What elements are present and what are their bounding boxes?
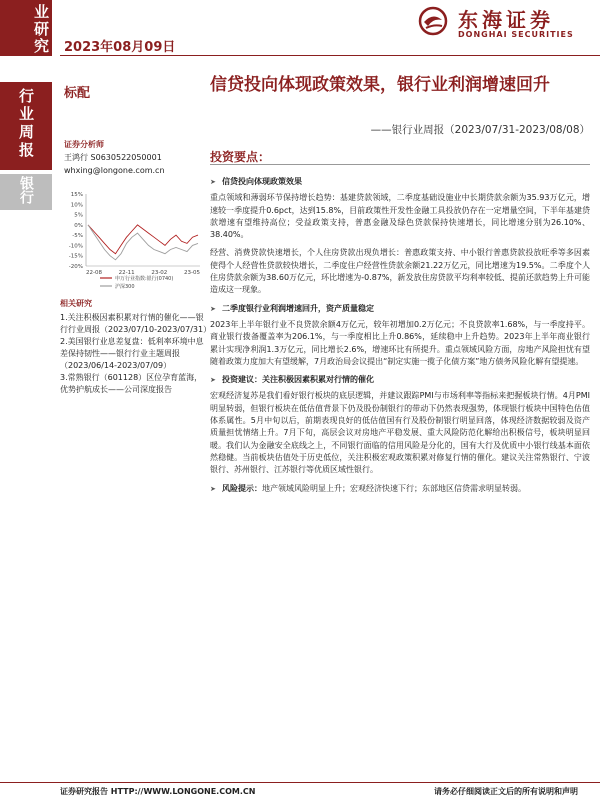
y-tick-label: 10%: [70, 202, 83, 209]
key-points-divider: [210, 164, 590, 165]
y-tick-label: 0%: [74, 222, 83, 229]
logo-text-cn: 东海证券: [458, 8, 554, 32]
analyst-email: whxing@longone.com.cn: [64, 166, 165, 175]
y-tick-label: -10%: [68, 243, 83, 250]
side-top-label: 业研究: [0, 0, 52, 56]
analyst-block: [64, 138, 204, 177]
header-divider: [60, 55, 600, 56]
side-low-label: 银行: [18, 176, 34, 204]
report-subtitle: ——银行业周报（2023/07/31-2023/08/08）: [370, 124, 590, 136]
section-heading: ➤ 二季度银行业利润增速回升，资产质量稳定: [210, 303, 590, 315]
x-tick-label: 22-08: [86, 270, 102, 276]
analyst-name: 王鸿行 S0630522050001: [64, 153, 162, 162]
logo-text-en: DONGHAI SECURITIES: [458, 30, 574, 39]
x-tick-label: 23-05: [184, 270, 200, 276]
y-tick-label: -15%: [68, 253, 83, 260]
performance-chart: [60, 188, 206, 298]
x-tick-label: 23-02: [151, 270, 168, 276]
report-date: 2023年08月09日: [64, 40, 176, 55]
logo-mark-icon: [418, 6, 448, 36]
legend-label: 申万行业指数:银行(0740): [115, 276, 174, 282]
risk-label: 风险提示：: [222, 483, 262, 493]
y-tick-label: -20%: [68, 264, 83, 270]
risk-text: 地产领域风险明显上升；宏观经济快速下行；东部地区信贷需求明显转弱。: [262, 483, 526, 493]
series-line: [88, 225, 198, 260]
analyst-label: 证券分析师: [64, 140, 104, 149]
related-research: [60, 298, 210, 396]
y-tick-label: -5%: [72, 233, 83, 240]
related-item: 3.常熟银行（601128）区位孕育蓝海，优势护航成长——公司深度报告: [60, 373, 203, 394]
side-report-type: [0, 82, 52, 170]
y-tick-label: 5%: [74, 212, 83, 219]
section-paragraph: 经营、消费贷款快速增长，个人住房贷款出现负增长：普惠政策支持、中小银行普惠贷款投放旺季等多因素使得个人经营性贷款较快增长，二季度住户经营性贷款余额21.22万亿元，同比增速为19.5%。二季度个人住房贷款余额为38.60万亿元，环比增速为-0.87%，新发放住房贷款平均利率较低、提前还款趋势上升可能造成这一现象。: [210, 248, 590, 295]
side-mid-label: 行业周报: [17, 88, 35, 160]
section-paragraph: 宏观经济复苏是我们看好银行板块的底层逻辑，并建议跟踪PMI与市场利率等指标来把握板块行情。4月PMI明显转弱，但银行板块在低估值背景下仍及股份制银行的带动下仍然表现强势，体现银行板块中国特色估值体系属性。5月中旬以后，前期表现良好的低估值国有行及股份制银行明显回落，体现经济数据较弱及资产质量担忧情绪上升。7月下旬，高层会议对房地产平稳发展、重大风险防范化解给出积极信号，板块明显回暖。我们认为金融安全底线之上，不同银行面临的信用风险是分化的，国有大行及优质中小银行线基本面依然稳健。当前板块估值处于历史低位，关注积极宏观政策积累对修复行情的催化。建议关注常熟银行、宁波银行、苏州银行、江苏银行等优质区域性银行。: [210, 391, 590, 475]
risk-warning: [210, 483, 590, 495]
section-heading: ➤ 投资建议：关注积极因素积累对行情的催化: [210, 374, 590, 386]
key-points-head: 投资要点：: [210, 150, 271, 164]
y-tick-label: 15%: [70, 192, 83, 198]
related-item: 1.关注积极因素积累对行情的催化——银行行业周报（2023/07/10-2023/07/31）: [60, 313, 212, 334]
footer-disclaimer: 请务必仔细阅读正文后的所有说明和声明: [434, 787, 578, 796]
related-head: 相关研究: [60, 299, 92, 308]
section-heading: ➤ 信贷投向体现政策效果: [210, 176, 590, 188]
side-strip: [0, 0, 52, 800]
footer-divider: [0, 782, 600, 783]
donghai-logo: [418, 4, 598, 44]
key-points-content: [210, 170, 590, 495]
section-paragraph: 2023年上半年银行业不良贷款余额4万亿元，较年初增加0.2万亿元；不良贷款率1.68%，与一季度持平。商业银行拨备覆盖率为206.1%，与一季度相比上升0.86%，延续稳中上升趋势。2023年上半年商业银行累计实现净利润1.3万亿元，同比增长2.6%，增速环比有所提升。重点领域风险方面，房地产风险担忧有望随着政策力度加大有望缓解，7月政治局会议提出“制定实施一揽子化债方案”地方债务风险化解有望提速。: [210, 319, 590, 366]
footer-site: 证券研究报告 HTTP://WWW.LONGONE.COM.CN: [60, 787, 256, 796]
report-title: 信贷投向体现政策效果，银行业利润增速回升: [210, 75, 550, 95]
section-paragraph: 重点领域和薄弱环节保持增长趋势：基建贷款领域，二季度基础设施业中长期贷款余额为35.93万亿元，增速较一季度提升0.6pct，达到15.8%，目前政策性开发性金融工具投放仍存在一定增量空间，下半年基建贷款增速有望维持高位；受益政策支持，普惠金融及绿色贷款保持快速增长，同比增速分别为26.10%、38.40%。: [210, 193, 590, 240]
industry-rating: 标配: [64, 86, 91, 101]
related-item: 2.美国银行业息差复盘：低利率环境中息差保持韧性——银行行业主题周报（2023/06/14-2023/07/09）: [60, 337, 204, 370]
x-tick-label: 22-11: [118, 270, 135, 276]
legend-label: 沪深300: [115, 284, 135, 290]
side-industry: [0, 174, 52, 210]
